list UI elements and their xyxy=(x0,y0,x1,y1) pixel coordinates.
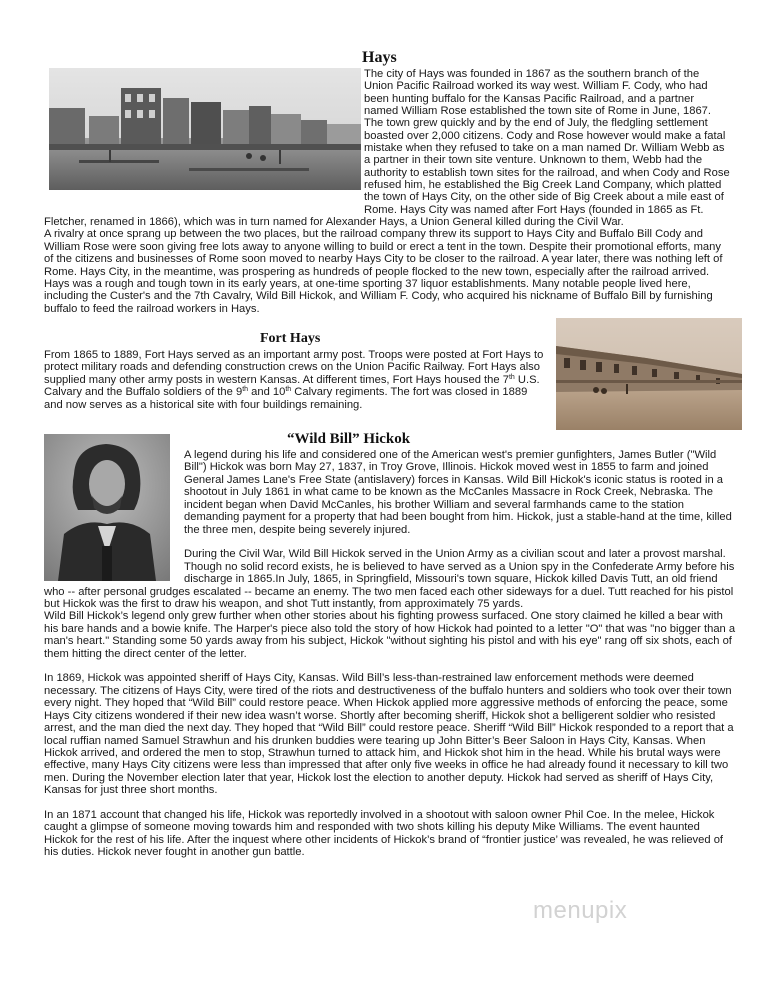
hays-paragraph-2: A rivalry at once sprang up between the two places, but the railroad company threw its support to Hays City and Buffalo Bill Cody and William Rose were soon giving free lots away to anyone willing to build or erect a tent in the town. Despite their promotional efforts, many of the citizens and businesses of Rome soon moved to nearby Hays City to be closer to the railroad. A year later, there was nothing left of Rome. Hays City, in the meantime, was prospering as hundreds of people flocked to the new town, especially after the railroad arrived. Hays was a rough and tough town in its early years, at one-time sporting 37 liquor establishments. Many notable people lived here, including the Custer's and the 7th Cavalry, Wild Bill Hickok, and William F. Cody, who acquired his nickname of Buffalo Bill by furnishing buffalo to feed the railroad workers in Hays. xyxy=(44,228,723,315)
fort-hays-sup-2: th xyxy=(242,386,249,394)
fort-hays-sup-1: th xyxy=(508,373,515,381)
fort-hays-text-a: From 1865 to 1889, Fort Hays served as an important army post. Troops were posted at Fort Hays to protect military roads and defending construction crews on the Union Pacific Railway. Fort Hays also supplied many other army posts in western Kansas. At different times, Fort Hays housed the 7 xyxy=(44,349,544,386)
fort-hays-paragraph xyxy=(44,349,544,411)
fort-hays-heading: Fort Hays xyxy=(260,331,321,346)
hickok-photo-spacer xyxy=(44,449,184,585)
fort-hays-sup-3: th xyxy=(285,386,292,394)
hickok-paragraph-3: Wild Bill Hickok’s legend only grew further when other stories about his fighting prowess surfaced. One story claimed he killed a bear with his bare hands and a bowie knife. The Harper's piece also told the story of how Hickok had pointed to a letter "O" that was "no bigger than a man's heart." Standing some 50 yards away from his subject, Hickok "without sighting his pistol and with his eye" rang off six shots, each of them hitting the direct center of the letter. xyxy=(44,610,736,660)
fort-hays-text-c: and 10 xyxy=(248,386,286,399)
hickok-heading: “Wild Bill” Hickok xyxy=(287,431,411,447)
fort-hays-text-b: U.S. Calvary and the Buffalo soldiers of the 9 xyxy=(44,373,540,399)
hickok-paragraph-4: In 1869, Hickok was appointed sheriff of Hays City, Kansas. Wild Bill’s less-than-restrained law enforcement methods were deemed necessary. The citizens of Hays City, were tired of the riots and destructiveness of the buffalo hunters and soldiers who took over their town every night. They hoped that “Wild Bill” could restore peace. When Hickok applied more aggressive methods of enforcing the peace, some Hays City citizens wondered if their new idea wasn’t worse. Shortly after becoming sheriff, Hickok shot a belligerent soldier who resisted arrest, and the man died the next day. They hoped that “Wild Bill” could restore peace. Sheriff “Wild Bill” Hickok responded to a report that a local ruffian named Samuel Strawhun and his drunken buddies were tearing up John Bitter’s Beer Saloon in Hays City, Kansas. When Hickok arrived, and ordered the men to stop, Strawhun turned to attack him, and Hickok shot him in the head. While his brutal ways were effective, many Hays City citizens were less than impressed that after only five weeks in office he had already found it necessary to kill two men. During the November election later that year, Hickok lost the election to another deputy. Hickok had served as sheriff of Hays City, Kansas for just three short months. xyxy=(44,672,734,797)
hickok-paragraph-2: During the Civil War, Wild Bill Hickok served in the Union Army as a civilian scout and later a provost marshal. Though no solid record exists, he is believed to have served as a Union spy in the Confederate Army before his discharge in 1865.In July, 1865, in Springfield, Missouri's town square, Hickok killed Davis Tutt, an old friend who -- after personal grudges escalated -- became an enemy. The two men faced each other sideways for a duel. Tutt reached for his pistol but Hickok was the first to draw his weapon, and shot Tutt instantly, from approximately 75 yards. xyxy=(44,548,735,610)
fort-hays-photo xyxy=(556,318,742,430)
paragraph-gap xyxy=(44,797,736,809)
menupix-watermark: menupix xyxy=(533,897,628,924)
paragraph-gap xyxy=(44,660,736,672)
hays-paragraph-1: The city of Hays was founded in 1867 as the southern branch of the Union Pacific Railroad worked its way west. William F. Cody, who had been hunting buffalo for the Kansas Pacific Railroad, and a partner named William Rose established the town site of Rome in June, 1867. The town grew quickly and by the end of July, the fledgling settlement boasted over 2,000 citizens. Cody and Rose however would make a fatal mistake when they refused to take on a man named Dr. William Webb as a partner in their town site venture. Unknown to them, Webb had the authority to establish town sites for the railroad, and when Cody and Rose refused him, he established the Big Creek Land Company, which platted the town of Hays City, on the other side of Big Creek about a mile east of Rome. Hays City was named after Fort Hays (founded in 1865 as Ft. Fletcher, renamed in 1866), which was in turn named for Alexander Hays, a Union General killed during the Civil War. xyxy=(44,68,730,229)
hickok-paragraph-1: A legend during his life and considered one of the American west's premier gunfighters, James Butler ("Wild Bill") Hickok was born May 27, 1837, in Troy Grove, Illinois. Hickok moved west in 1855 to farm and joined General James Lane's Free State (antislavery) forces in Kansas. Wild Bill Hickok's iconic status is rooted in a shootout in July 1861 in what came to be known as the McCanles Massacre in Rock Creek, Nebraska. The incident began when David McCanles, his brother William and several farmhands came to the station demanding payment for a property that had been bought from him. Hickok, just a stable-hand at the time, killed the three men, despite being severely injured. xyxy=(184,449,732,536)
hays-heading: Hays xyxy=(362,49,397,66)
hickok-text-block xyxy=(44,449,736,859)
hays-photo-spacer xyxy=(44,68,364,216)
hickok-paragraph-5: In an 1871 account that changed his life, Hickok was reportedly involved in a shootout with saloon owner Phil Coe. In the melee, Hickok caught a glimpse of someone moving towards him and responded with two shots killing his deputy Mike Williams. The event haunted Hickok for the rest of his life. After the inquest where other incidents of Hickok’s brand of “frontier justice’ was revealed, he was relieved of his duties. Hickok never fought in another gun battle. xyxy=(44,808,724,859)
fort-hays-text-d: Calvary regiments. The fort was closed in 1889 and now serves as a historical site with four buildings remaining. xyxy=(44,386,528,411)
hays-text-block xyxy=(44,68,730,315)
